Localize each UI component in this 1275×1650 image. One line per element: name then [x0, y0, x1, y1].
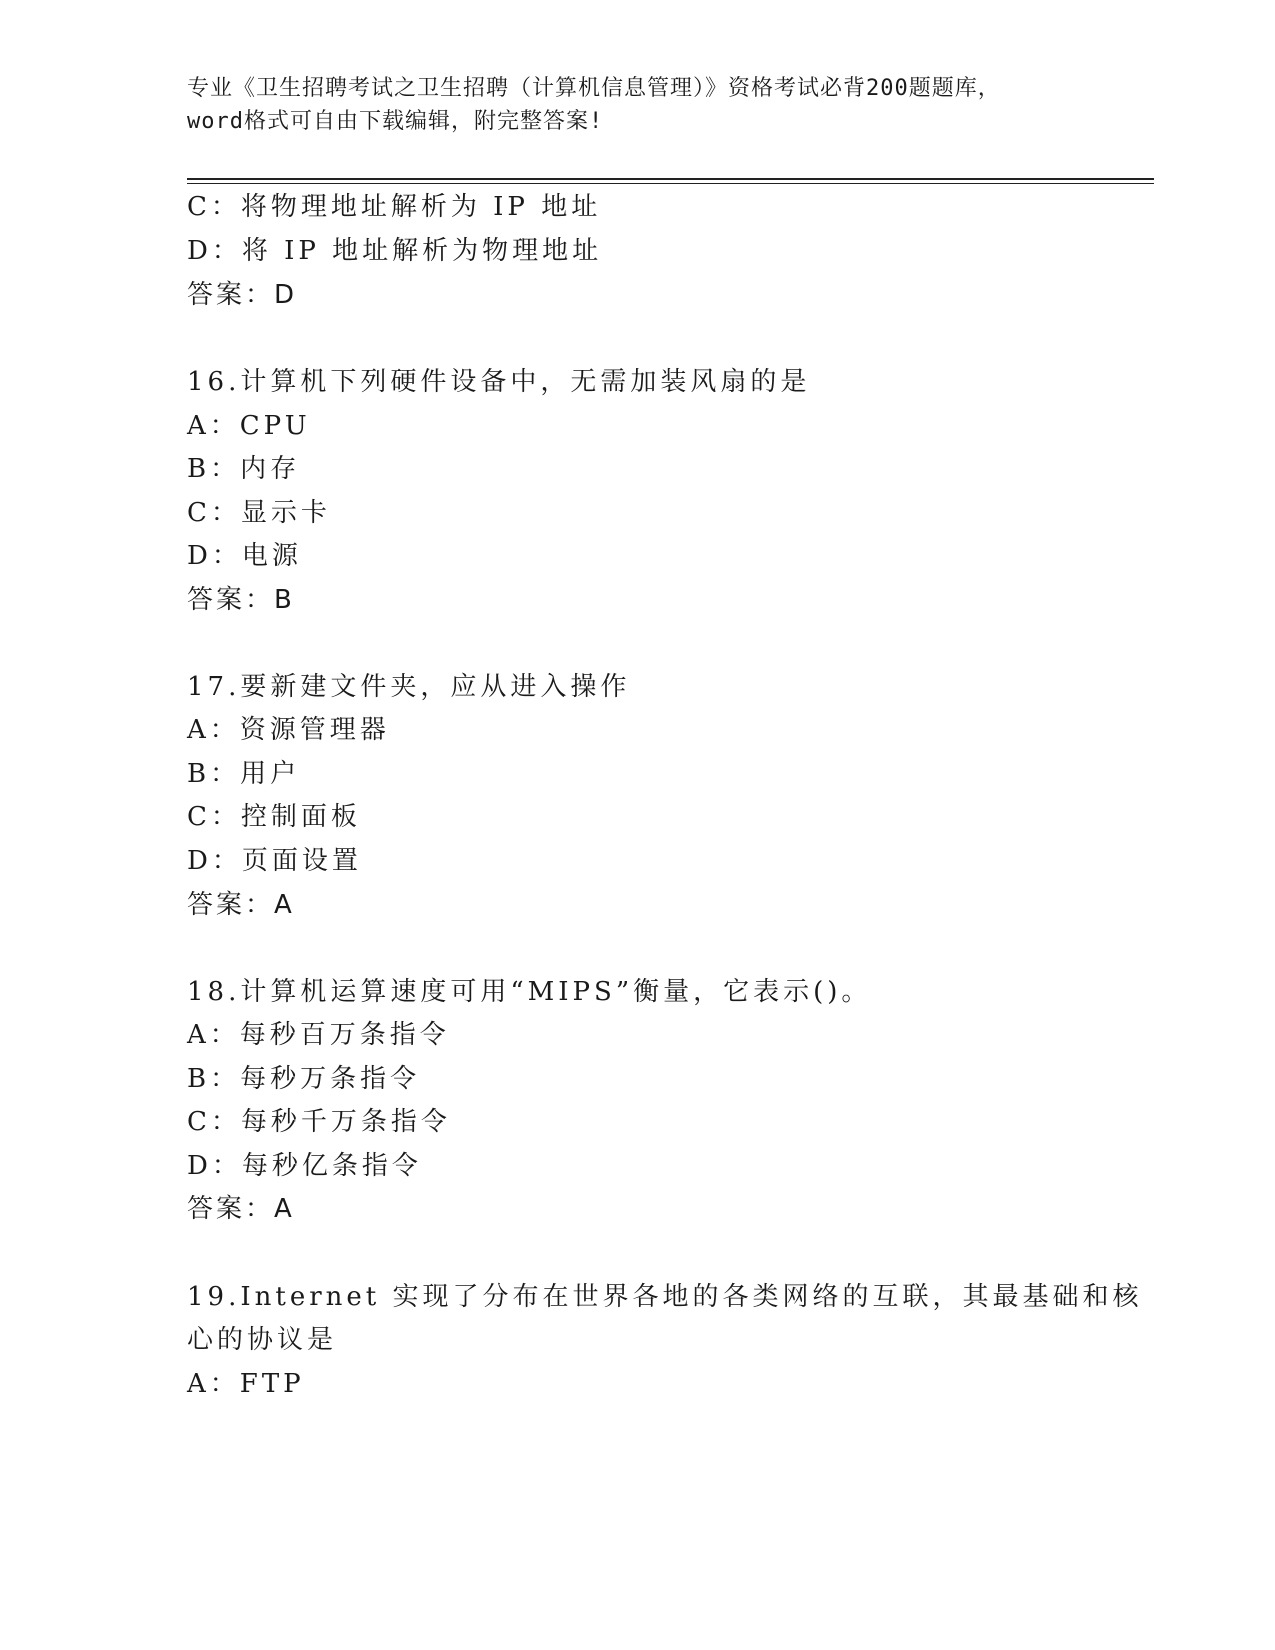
q16-option-d: D：电源: [187, 541, 302, 571]
q19-option-a: A：FTP: [187, 1369, 305, 1399]
q19-question-line-1: 19.Internet 实现了分布在世界各地的各类网络的互联，其最基础和核: [187, 1282, 1143, 1312]
header-line-1: 专业《卫生招聘考试之卫生招聘（计算机信息管理）》资格考试必背200题题库，: [187, 76, 1001, 101]
q15-option-c: C：将物理地址解析为 IP 地址: [187, 192, 602, 222]
q18-answer: 答案：A: [187, 1194, 295, 1224]
q15-answer: 答案：D: [187, 280, 298, 310]
q19-question-line-2: 心的协议是: [187, 1325, 338, 1355]
q17-question: 17.要新建文件夹，应从进入操作: [187, 672, 631, 702]
q18-question: 18.计算机运算速度可用“MIPS”衡量，它表示()。: [187, 977, 872, 1007]
q18-option-d: D：每秒亿条指令: [187, 1151, 422, 1181]
header-divider: [187, 178, 1154, 180]
q18-option-b: B：每秒万条指令: [187, 1064, 421, 1094]
q16-option-c: C：显示卡: [187, 498, 331, 528]
header-divider-thin: [187, 183, 1154, 184]
q16-answer: 答案：B: [187, 585, 295, 615]
q17-option-d: D：页面设置: [187, 846, 362, 876]
q16-option-b: B：内存: [187, 454, 301, 484]
q17-option-c: C：控制面板: [187, 802, 361, 832]
document-header: [187, 72, 1087, 138]
q17-option-a: A：资源管理器: [187, 715, 390, 745]
q18-option-c: C：每秒千万条指令: [187, 1107, 451, 1137]
q18-option-a: A：每秒百万条指令: [187, 1020, 450, 1050]
header-line-2: word格式可自由下载编辑，附完整答案!: [187, 109, 604, 134]
q17-option-b: B：用户: [187, 759, 301, 789]
q16-question: 16.计算机下列硬件设备中，无需加装风扇的是: [187, 367, 811, 397]
q16-option-a: A：CPU: [187, 411, 311, 441]
q17-answer: 答案：A: [187, 890, 295, 920]
q15-option-d: D：将 IP 地址解析为物理地址: [187, 236, 603, 266]
